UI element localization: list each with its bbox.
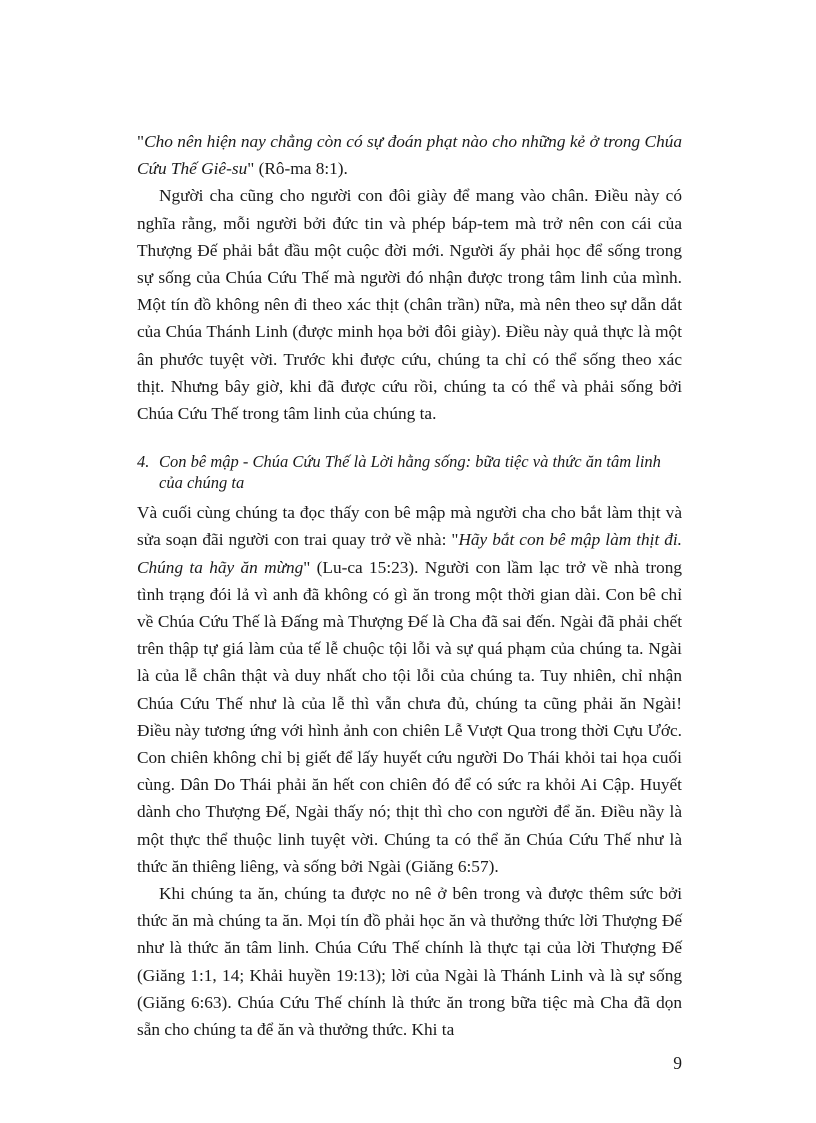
quote-text: Cho nên hiện nay chẳng còn có sự đoán phạt nào cho những kẻ ở trong Chúa Cứu Thế Giê-su — [137, 132, 682, 179]
page-number: 9 — [673, 1053, 682, 1073]
paragraph-shoes: Người cha cũng cho người con đôi giày để mang vào chân. Điều này có nghĩa rằng, mỗi người bởi đức tin và phép báp-tem mà trở nên con cái của Thượng Đế phải bắt đầu một cuộc đời mới. Người ấy phải học để sống trong sự sống của Chúa Cứu Thế mà người đó nhận được trong tâm linh của mình. Một tín đồ không nên đi theo xác thịt (chân trần) nữa, mà nên theo sự dẫn dắt của Chúa Thánh Linh (được minh họa bởi đôi giày). Điều này quả thực là một ân phước tuyệt vời. Trước khi được cứu, chúng ta chỉ có thể sống theo xác thịt. Nhưng bây giờ, khi đã được cứu rồi, chúng ta có thể và phải sống bởi Chúa Cứu Thế trong tâm linh của chúng ta. — [137, 186, 682, 424]
section-title: Con bê mập - Chúa Cứu Thế là Lời hằng sống: bữa tiệc và thức ăn tâm linh của chúng ta — [159, 452, 661, 493]
paragraph-fatted-calf-intro: Và cuối cùng chúng ta đọc thấy con bê mập mà người cha cho bắt làm thịt và sửa soạn đãi người con trai quay trở về nhà: " — [137, 503, 682, 550]
paragraph-fatted-calf-quote: Hãy bắt con bê mập làm thịt đi. Chúng ta hãy ăn mừng — [137, 530, 682, 577]
body-text — [137, 128, 682, 1043]
paragraph-eating: Khi chúng ta ăn, chúng ta được no nê ở bên trong và được thêm sức bởi thức ăn mà chúng ta ăn. Mọi tín đồ phải học ăn và thưởng thức lời Thượng Đế như là thức ăn tâm linh. Chúa Cứu Thế chính là thực tại của lời Thượng Đế (Giăng 1:1, 14; Khải huyền 19:13); lời của Ngài là Thánh Linh và là sự sống (Giăng 6:63). Chúa Cứu Thế chính là thức ăn trong bữa tiệc mà Cha đã dọn sẵn cho chúng ta để ăn và thưởng thức. Khi ta — [137, 884, 682, 1040]
paragraph-fatted-calf — [137, 499, 682, 880]
section-heading — [137, 451, 682, 493]
section-number: 4. — [137, 452, 150, 472]
scripture-quote — [137, 128, 682, 182]
quote-reference: " (Rô-ma 8:1). — [247, 159, 348, 179]
quote-open-mark: " — [137, 132, 145, 151]
paragraph-fatted-calf-rest: " (Lu-ca 15:23). Người con lầm lạc trở về nhà trong tình trạng đói lả vì anh đã không có gì ăn trong một thời gian dài. Con bê chỉ về Chúa Cứu Thế là Đấng mà Thượng Đế là Cha đã sai đến. Ngài đã phải chết trên thập tự giá làm của tế lễ chuộc tội lỗi và sự quá phạm của chúng ta. Ngài là của lễ chân thật và duy nhất cho tội lỗi của chúng ta. Tuy nhiên, chỉ nhận Chúa Cứu Thế như là của lễ thì vẫn chưa đủ, chúng ta cũng phải ăn Ngài! Điều này tương ứng với hình ảnh con chiên Lễ Vượt Qua trong thời Cựu Ước. Con chiên không chỉ bị giết để lấy huyết cứu người Do Thái khỏi tai họa cuối cùng. Dân Do Thái phải ăn hết con chiên đó để có sức ra khỏi Ai Cập. Huyết dành cho Thượng Đế, Ngài thấy nó; thịt thì cho con người để ăn. Điều nầy là một thực thể thuộc linh tuyệt vời. Chúng ta có thể ăn Chúa Cứu Thế như là thức ăn thiêng liêng, và sống bởi Ngài (Giăng 6:57). — [137, 557, 682, 876]
